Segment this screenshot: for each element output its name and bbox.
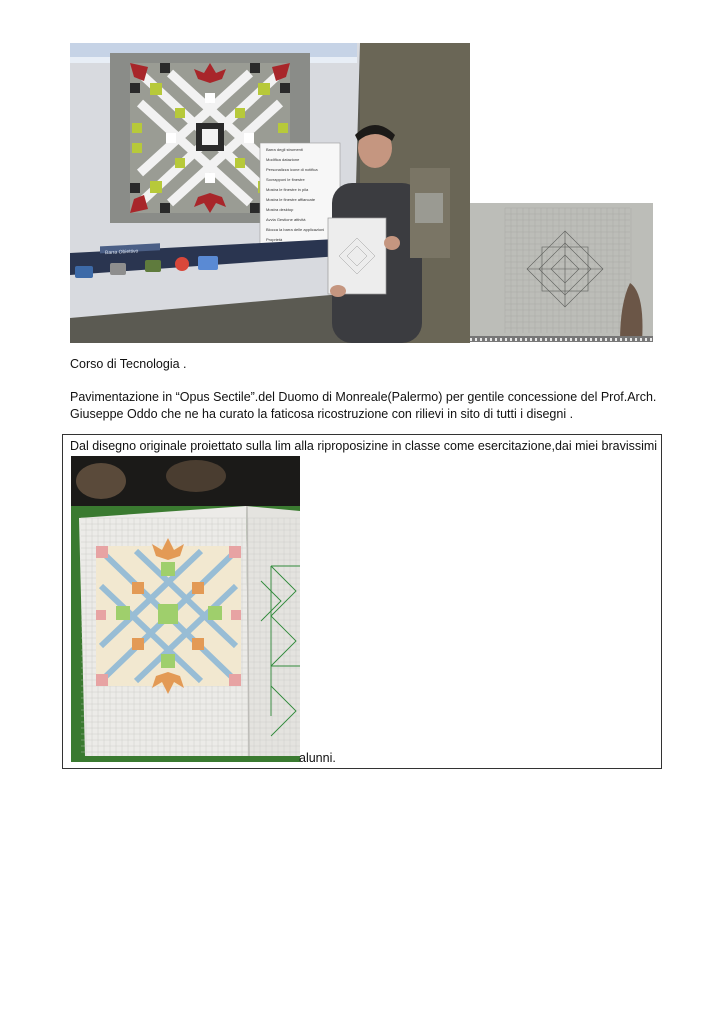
description-line-2: Giuseppe Oddo che ne ha curato la faticosa ricostruzione con rilievi in sito di tutti i disegni .: [70, 407, 574, 421]
taskbar-label: Barra Obiettivo: [105, 248, 139, 257]
context-menu-item: Modifica datazione: [266, 157, 300, 162]
notebook-photo: [470, 203, 653, 342]
context-menu-item: Mostra le finestre affiancate: [266, 197, 316, 202]
classroom-photo: [70, 43, 470, 343]
colored-drawing-photo: [71, 456, 300, 762]
box-caption-line-1: Dal disegno originale proiettato sulla lim alla riproposizine in classe come esercitazione,dai miei bravissimi: [70, 439, 658, 453]
description-line-1: Pavimentazione in “Opus Sectile”.del Duomo di Monreale(Palermo) per gentile concessione del Prof.Arch.: [70, 390, 657, 404]
context-menu-item: Personalizza icone di notifica: [266, 167, 318, 172]
context-menu-item: Mostra desktop: [266, 207, 294, 212]
box-caption-line-2: alunni.: [299, 751, 336, 765]
context-menu-item: Sovrapponi le finestre: [266, 177, 305, 182]
context-menu-item: Barra degli strumenti: [266, 147, 303, 152]
context-menu-item: Mostra le finestre in pila: [266, 187, 309, 192]
context-menu-item: Proprietà: [266, 237, 283, 242]
context-menu-item: Blocca la barra delle applicazioni: [266, 227, 325, 232]
course-title: Corso di Tecnologia .: [70, 357, 187, 371]
context-menu-item: Avvia Gestione attività: [266, 217, 306, 222]
